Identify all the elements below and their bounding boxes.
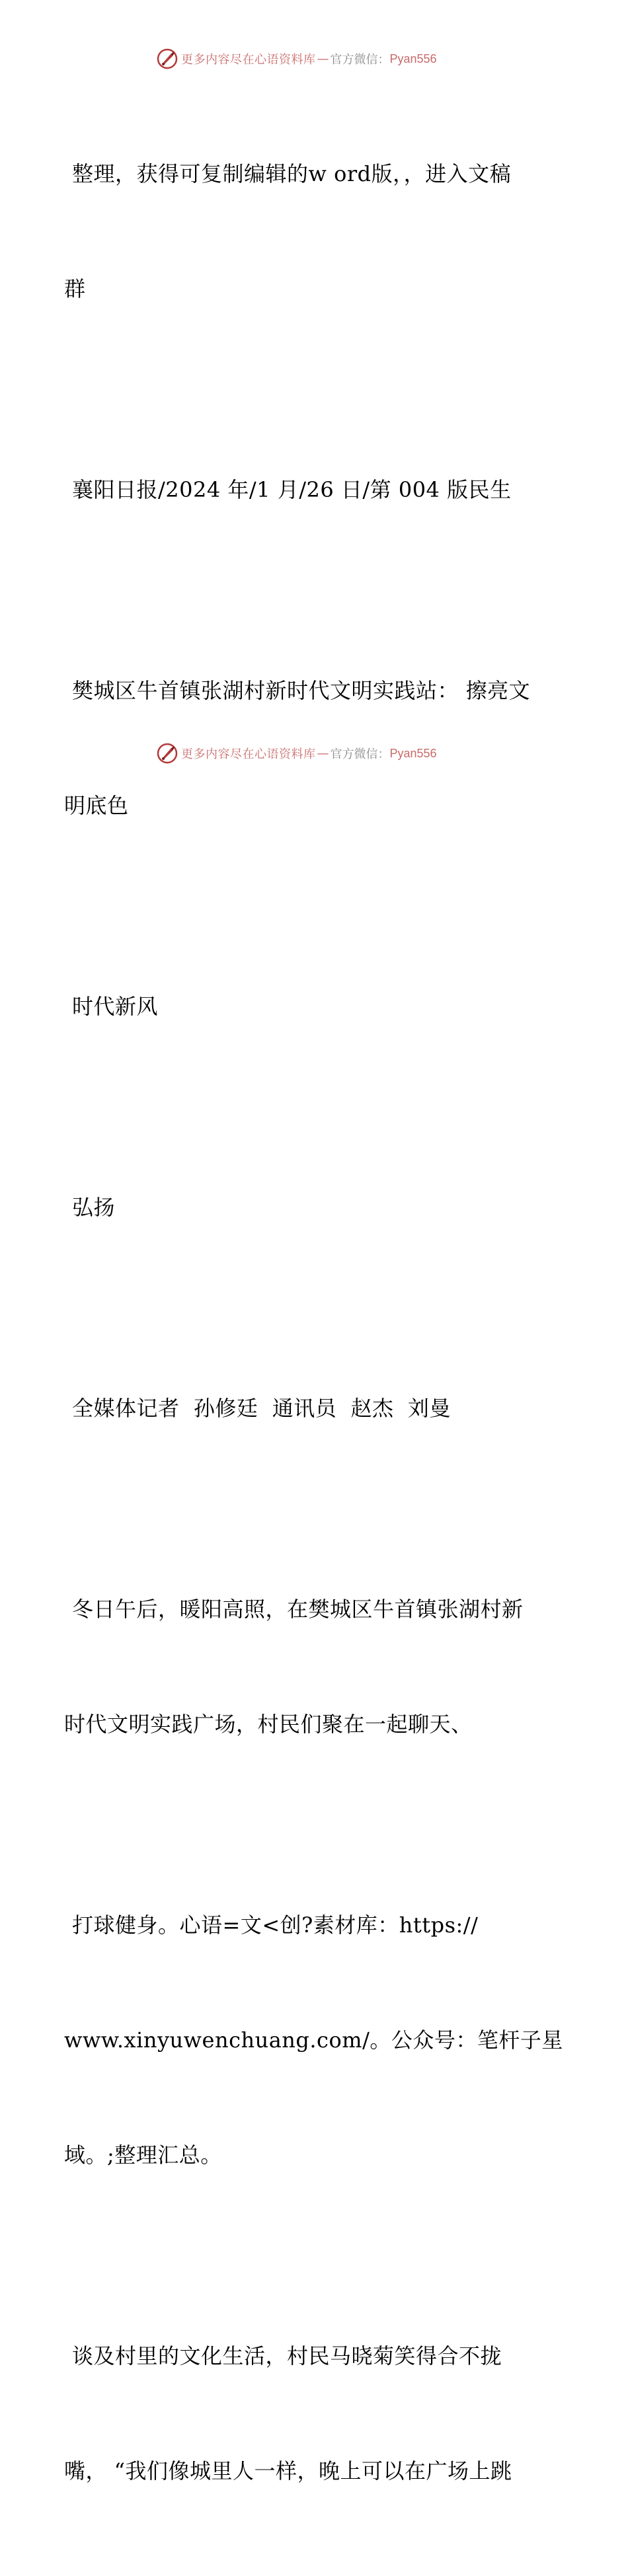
paragraph-line: 打球健身。心语=文<创?素材库：https:// (72, 1913, 479, 1938)
paragraph (64, 1829, 567, 2251)
paragraph-line: 时代文明实践广场，村民们聚在一起聊天、 (64, 1712, 473, 1737)
paragraph (64, 2260, 567, 2567)
paragraph-line: 襄阳日报/2024 年/1 月/26 日/第 004 版民生 (72, 477, 512, 502)
paragraph (64, 911, 567, 1102)
paragraph-line: 嘴， “我们像城里人一样，晚上可以在广场上跳 (64, 2458, 512, 2483)
paragraph-line: www.xinyuwenchuang.com/。公众号：笔杆子星 (64, 2027, 563, 2053)
paragraph-line: 整理，获得可复制编辑的w ord版，，进入文稿 (72, 161, 512, 186)
watermark-dash: — (317, 746, 329, 761)
paragraph (64, 394, 567, 586)
watermark-text: 更多内容尽在心语资料库 (181, 53, 316, 67)
paragraph (64, 1513, 567, 1820)
watermark-footer (156, 742, 437, 765)
watermark-dash: — (317, 52, 329, 66)
paragraph (64, 78, 567, 385)
watermark-text: 更多内容尽在心语资料库 (181, 747, 316, 761)
watermark-label: 官方微信： (330, 53, 390, 67)
watermark-wechat-id: Pyan556 (389, 746, 437, 760)
paragraph-line: 域。;整理汇总。 (64, 2142, 222, 2168)
watermark-header (156, 48, 437, 70)
quill-logo-icon (156, 48, 178, 70)
watermark-wechat-id: Pyan556 (389, 52, 437, 65)
paragraph (64, 1112, 567, 1303)
quill-logo-icon (156, 742, 178, 765)
paragraph-line: 冬日午后，暖阳高照，在樊城区牛首镇张湖村新 (72, 1597, 524, 1622)
paragraph-line: 明底色 (64, 793, 129, 818)
watermark-label: 官方微信： (330, 747, 390, 761)
paragraph-line: 樊城区牛首镇张湖村新时代文明实践站： 擦亮文 (72, 678, 531, 703)
paragraph (64, 1312, 567, 1504)
paragraph-line: 群 (64, 276, 86, 301)
paragraph-line: 全媒体记者 孙修廷 通讯员 赵杰 刘曼 (72, 1396, 451, 1421)
document-body (64, 78, 567, 2576)
paragraph-line: 时代新风 (72, 994, 159, 1019)
paragraph-line: 弘扬 (72, 1195, 116, 1220)
paragraph-line: 谈及村里的文化生活，村民马晓菊笑得合不拢 (72, 2343, 502, 2368)
